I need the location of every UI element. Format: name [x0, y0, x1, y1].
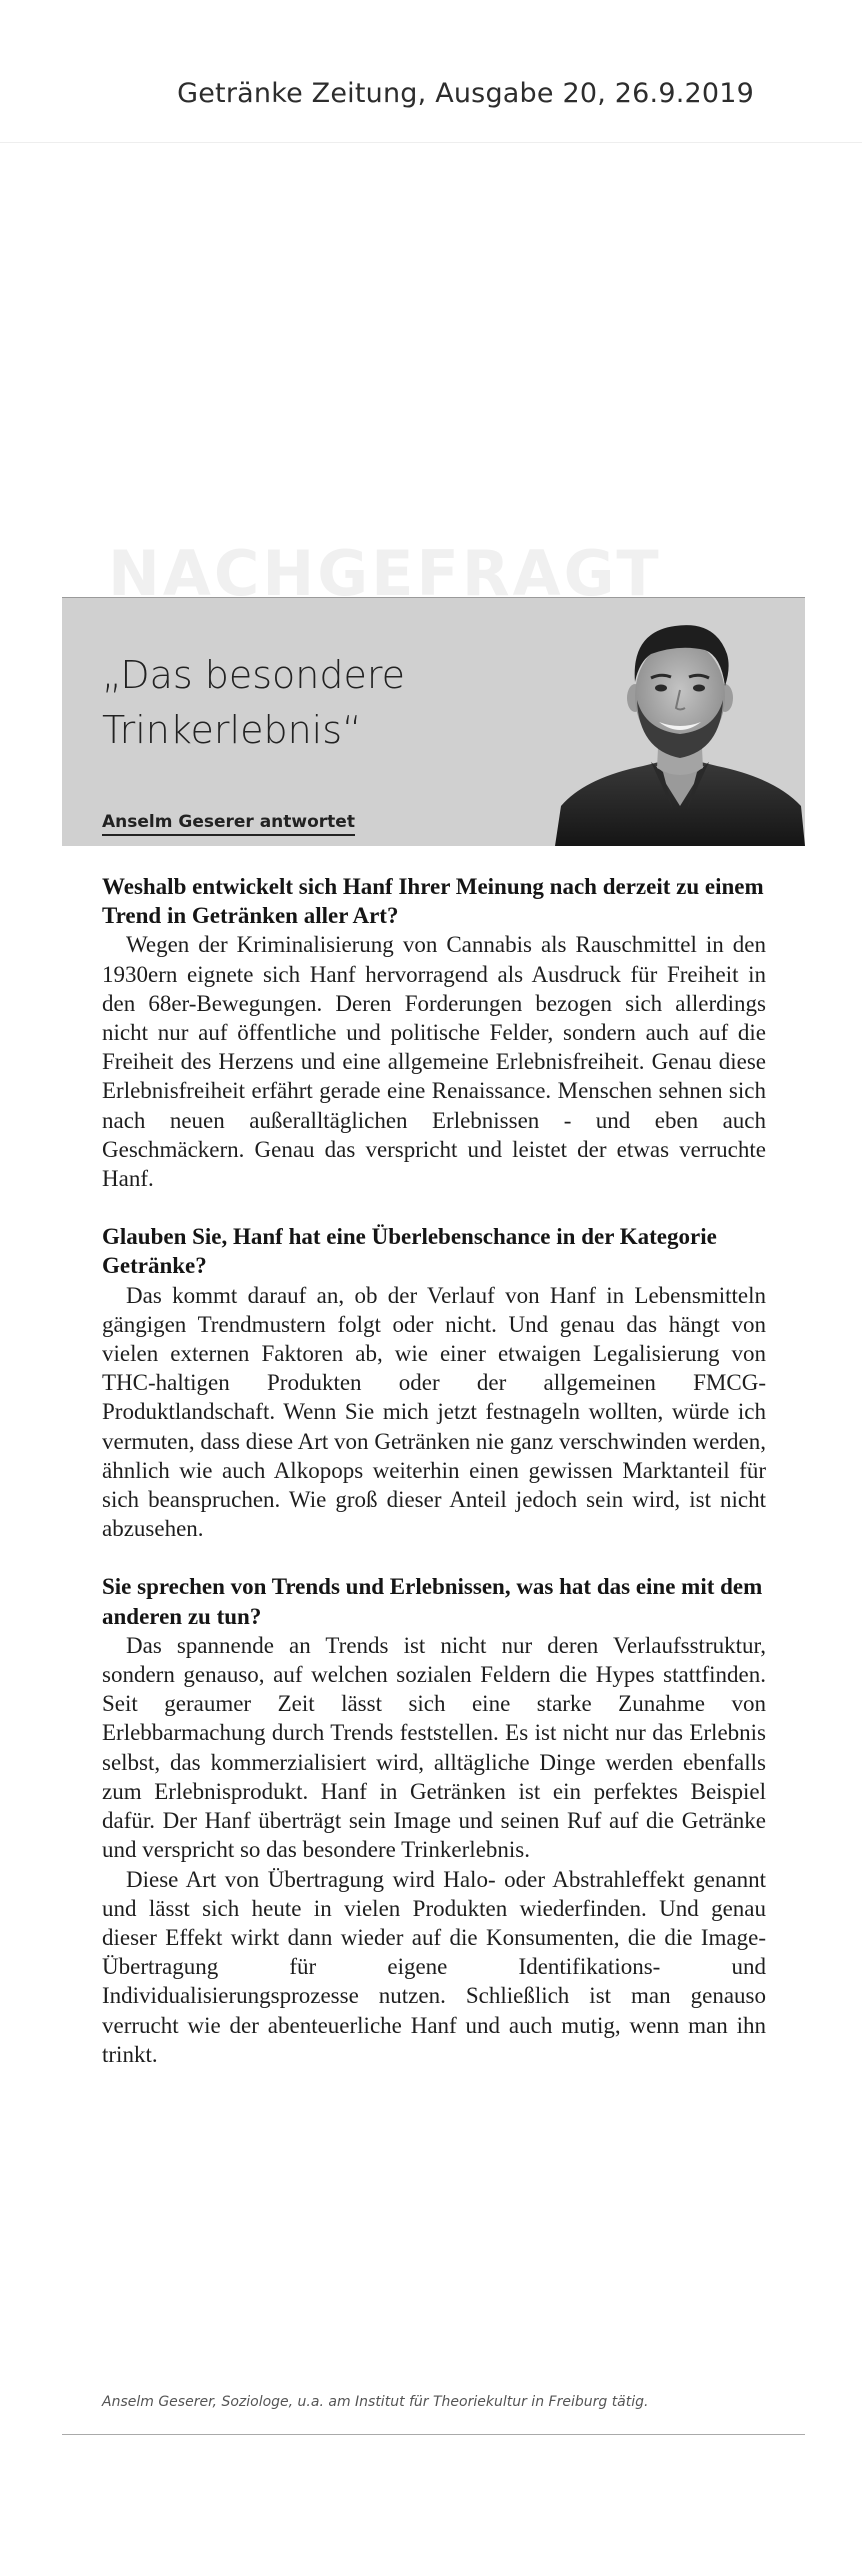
publication-header: Getränke Zeitung, Ausgabe 20, 26.9.2019 [177, 78, 754, 109]
answer-2-paragraph-1: Das kommt darauf an, ob der Verlauf von Hanf in Lebensmitteln gängigen Trendmustern folgt oder nicht. Und genau das hängt von vielen externen Faktoren ab, wie einer etwaigen Legalisierung von THC-haltigen Produkten oder der allgemeinen FMCG-Produktlandschaft. Wenn Sie mich jetzt festnageln wollten, würde ich vermuten, dass diese Art von Getränken nie ganz verschwinden werden, ähnlich wie auch Alkopops weiterhin einen gewissen Marktanteil für sich beanspruchen. Wie groß dieser Anteil jedoch sein wird, ist nicht abzusehen. [102, 1282, 766, 1542]
footer-divider [62, 2434, 805, 2435]
article-body [102, 872, 766, 2069]
answer-1-paragraph-1: Wegen der Kriminalisierung von Cannabis als Rauschmittel in den 1930ern eignete sich Hanf hervorragend als Ausdruck für Freiheit in den 68er-Bewegungen. Deren Forderungen bezogen sich allerdings nicht nur auf öffentliche und politische Felder, sondern auch auf die Freiheit des Herzens und eine allgemeine Erlebnisfreiheit. Genau diese Erlebnisfreiheit erfährt gerade eine Renaissance. Menschen sehnen sich nach neuen außeralltäglichen Erlebnissen - und eben auch Geschmäckern. Genau das verspricht und leistet der etwas verruchte Hanf. [102, 932, 766, 1192]
author-portrait [555, 610, 805, 846]
answer-3-paragraph-2: Diese Art von Übertragung wird Halo- oder Abstrahleffekt genannt und lässt sich heute in vielen Produkten wiederfinden. Und genau dieser Effekt wirkt dann wieder auf die Konsumenten, die die Image-Übertragung für eigene Identifikations- und Individualisierungsprozesse nutzen. Schließlich ist man genauso verrucht wie der abenteuerliche Hanf und auch mutig, wenn man ihn trinkt. [102, 1866, 766, 2067]
section-spacer [102, 1193, 766, 1222]
article-title [102, 648, 405, 758]
section-spacer [102, 1543, 766, 1572]
title-box [62, 597, 805, 846]
header-divider [0, 142, 862, 143]
byline: Anselm Geserer antwortet [102, 812, 355, 836]
author-note: Anselm Geserer, Soziologe, u.a. am Institut für Theoriekultur in Freiburg tätig. [102, 2394, 649, 2410]
title-line-1: „Das besondere [102, 653, 406, 697]
question-3: Sie sprechen von Trends und Erlebnissen, was hat das eine mit dem anderen zu tun? [102, 1574, 763, 1629]
answer-3-paragraph-1: Das spannende an Trends ist nicht nur deren Verlaufsstruktur, sondern genauso, auf welchen sozialen Feldern die Hypes stattfinden. Seit geraumer Zeit lässt sich eine starke Zunahme von Erlebbarmachung durch Trends feststellen. Es ist nicht nur das Erlebnis selbst, das kommerzialisiert wird, alltägliche Dinge werden ebenfalls zum Erlebnisprodukt. Hanf in Getränken ist ein perfektes Beispiel dafür. Der Hanf überträgt sein Image und seinen Ruf auf die Getränke und verspricht so das besondere Trinkerlebnis. [102, 1632, 766, 1863]
title-line-2: Trinkerlebnis“ [102, 708, 362, 752]
question-2: Glauben Sie, Hanf hat eine Überlebenschance in der Kategorie Getränke? [102, 1224, 717, 1279]
section-label: NACHGEFRAGT [108, 537, 662, 597]
question-1: Weshalb entwickelt sich Hanf Ihrer Meinung nach derzeit zu einem Trend in Getränken aller Art? [102, 874, 764, 929]
